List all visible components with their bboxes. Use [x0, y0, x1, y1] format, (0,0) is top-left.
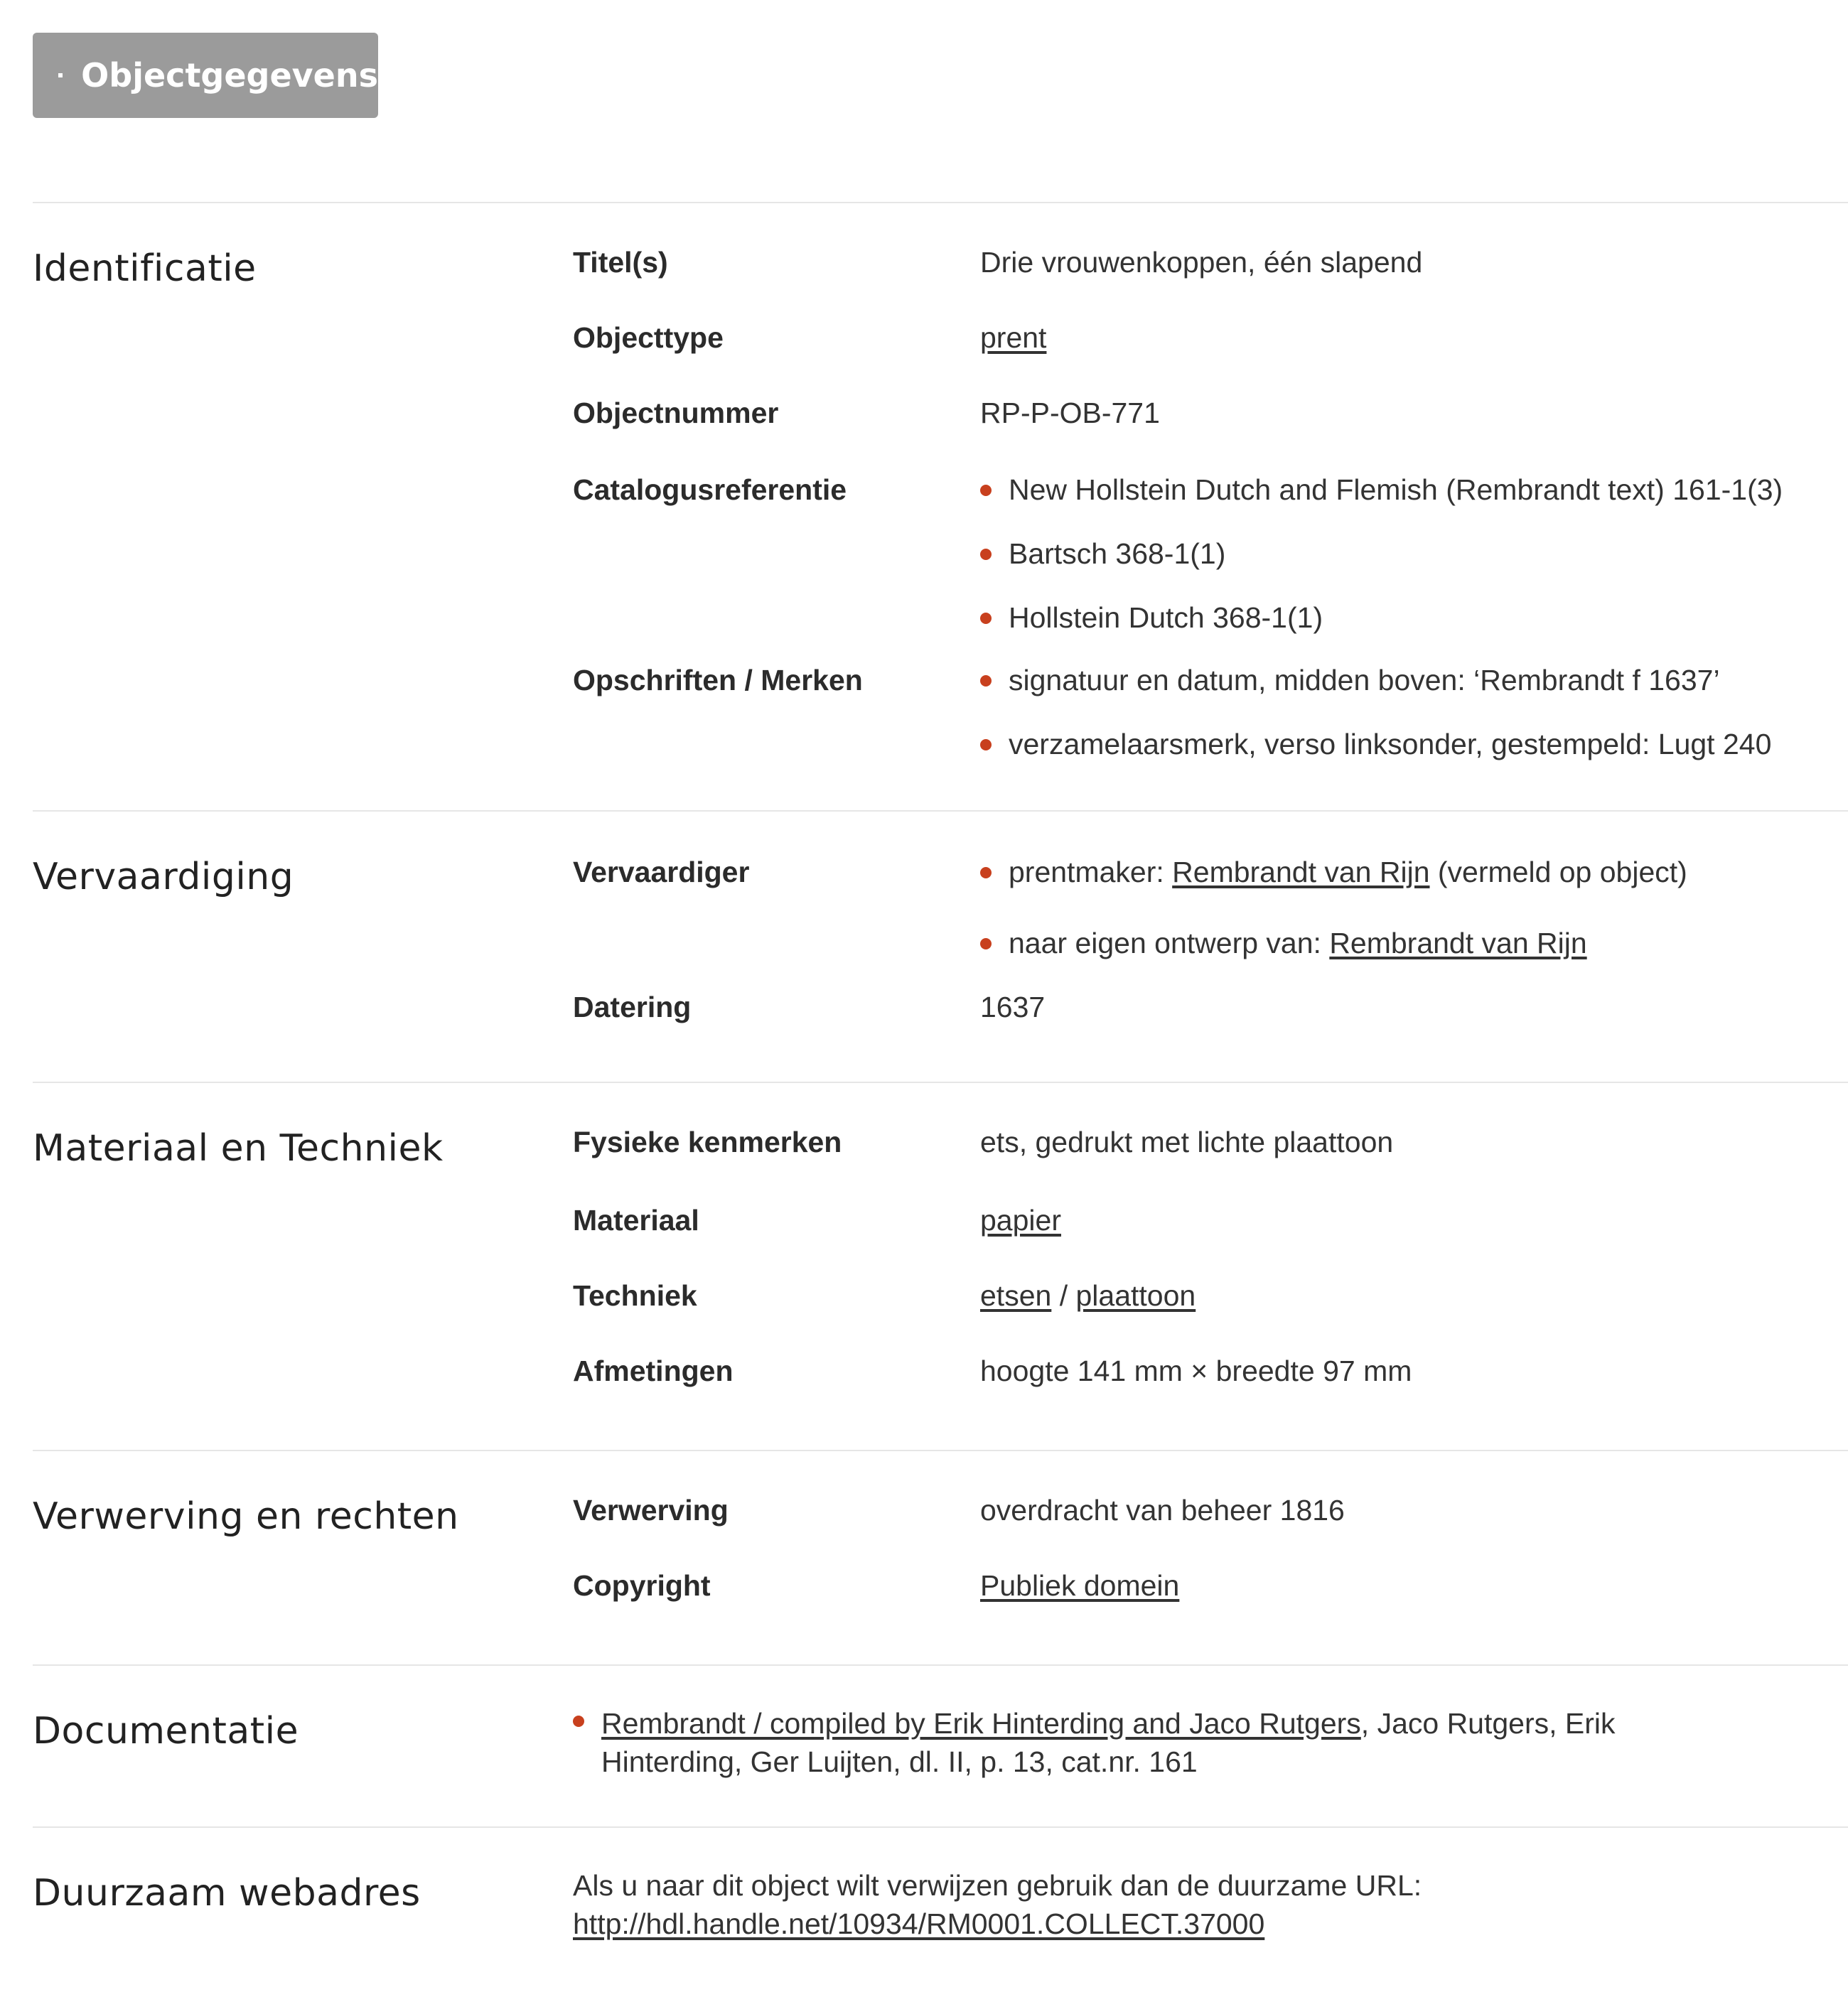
field-label-fysieke: Fysieke kenmerken: [573, 1126, 842, 1158]
field-value-fysieke: ets, gedrukt met lichte plaattoon: [980, 1126, 1394, 1158]
field-label-verwerving: Verwerving: [573, 1494, 729, 1527]
field-fysieke-kenmerken: [33, 1126, 1848, 1175]
objectgegevens-toggle-button[interactable]: [33, 33, 378, 118]
field-label-catalogusreferentie: Catalogusreferentie: [573, 473, 847, 506]
section-identificatie: [33, 202, 1848, 760]
section-verwerving: [33, 1450, 1848, 1602]
field-label-objectnummer: Objectnummer: [573, 397, 779, 429]
field-afmetingen: [33, 1355, 1848, 1404]
bullet-icon: [980, 549, 992, 560]
techniek-link[interactable]: etsen: [980, 1279, 1052, 1312]
section-title-identificatie: Identificatie: [33, 247, 257, 290]
section-title-materiaal: Materiaal en Techniek: [33, 1127, 444, 1170]
bullet-icon: [980, 675, 992, 687]
catalogus-ref: New Hollstein Dutch and Flemish (Rembrandt text) 161-1(3): [1009, 473, 1783, 506]
maker-role: prentmaker:: [1009, 856, 1173, 888]
field-value-titel: Drie vrouwenkoppen, één slapend: [980, 246, 1423, 279]
field-verwerving: [33, 1494, 1848, 1544]
field-titel: [33, 246, 1848, 296]
section-materiaal: [33, 1082, 1848, 1387]
documentatie-ref: [601, 1704, 1739, 1781]
bullet-icon: [980, 613, 992, 624]
techniek-separator: /: [1051, 1279, 1076, 1312]
maker-entry: [1009, 927, 1587, 960]
maker-entry: [1009, 856, 1687, 889]
webadres-block: [573, 1866, 1422, 1943]
field-opschriften: [33, 664, 1848, 760]
section-vervaardiging: [33, 810, 1848, 1023]
field-materiaal: [33, 1204, 1848, 1254]
field-techniek: [33, 1279, 1848, 1329]
catalogus-ref: Bartsch 368-1(1): [1009, 537, 1226, 570]
field-label-afmetingen: Afmetingen: [573, 1355, 734, 1387]
bullet-icon: [980, 739, 992, 750]
field-label-opschriften: Opschriften / Merken: [573, 664, 863, 696]
field-copyright: [33, 1569, 1848, 1619]
field-value-afmetingen: hoogte 141 mm × breedte 97 mm: [980, 1355, 1412, 1387]
field-label-vervaardiger: Vervaardiger: [573, 856, 750, 888]
maker-note: (vermeld op object): [1429, 856, 1687, 888]
section-title-documentatie: Documentatie: [33, 1710, 299, 1753]
field-datering: [33, 991, 1848, 1040]
field-vervaardiger: [33, 856, 1848, 959]
materiaal-link[interactable]: papier: [980, 1204, 1061, 1237]
maker-link[interactable]: Rembrandt van Rijn: [1172, 856, 1430, 888]
field-value-datering: 1637: [980, 991, 1046, 1023]
field-label-techniek: Techniek: [573, 1279, 697, 1312]
catalogus-ref: Hollstein Dutch 368-1(1): [1009, 601, 1323, 634]
field-catalogusreferentie: [33, 473, 1848, 634]
objectgegevens-toggle-label: Objectgegevens: [81, 56, 378, 95]
objecttype-link[interactable]: prent: [980, 321, 1047, 354]
field-value-verwerving: overdracht van beheer 1816: [980, 1494, 1345, 1527]
webadres-url-link[interactable]: http://hdl.handle.net/10934/RM0001.COLLECT.37000: [573, 1907, 1265, 1940]
field-label-objecttype: Objecttype: [573, 321, 724, 354]
field-label-copyright: Copyright: [573, 1569, 711, 1602]
maker-link[interactable]: Rembrandt van Rijn: [1329, 927, 1587, 959]
bullet-icon: [980, 485, 992, 496]
documentatie-details: , Jaco Rutgers, Erik Hinterding, Ger Luijten, dl. II, p. 13, cat.nr. 161: [601, 1707, 1616, 1778]
section-title-vervaardiging: Vervaardiging: [33, 856, 294, 898]
section-documentatie: [33, 1664, 1848, 1778]
field-value-objectnummer: RP-P-OB-771: [980, 397, 1160, 429]
copyright-link[interactable]: Publiek domein: [980, 1569, 1180, 1602]
field-objecttype: [33, 321, 1848, 371]
opschrift: verzamelaarsmerk, verso linksonder, gestempeld: Lugt 240: [1009, 728, 1772, 760]
field-objectnummer: [33, 397, 1848, 446]
field-label-datering: Datering: [573, 991, 692, 1023]
bullet-icon: [980, 938, 992, 949]
maker-role: naar eigen ontwerp van:: [1009, 927, 1330, 959]
section-title-webadres: Duurzaam webadres: [33, 1872, 421, 1915]
bullet-icon: [980, 867, 992, 878]
techniek-link[interactable]: plaattoon: [1075, 1279, 1196, 1312]
documentatie-link[interactable]: Rembrandt / compiled by Erik Hinterding and Jaco Rutgers: [601, 1707, 1361, 1740]
section-title-verwerving: Verwerving en rechten: [33, 1495, 459, 1538]
minus-icon: [58, 73, 63, 77]
field-label-titel: Titel(s): [573, 246, 668, 279]
section-webadres: [33, 1826, 1848, 1940]
opschrift: signatuur en datum, midden boven: ‘Rembrandt f 1637’: [1009, 664, 1720, 696]
bullet-icon: [573, 1716, 584, 1727]
field-value-techniek: [980, 1279, 1196, 1313]
webadres-text: Als u naar dit object wilt verwijzen gebruik dan de duurzame URL:: [573, 1869, 1422, 1902]
field-label-materiaal: Materiaal: [573, 1204, 699, 1237]
